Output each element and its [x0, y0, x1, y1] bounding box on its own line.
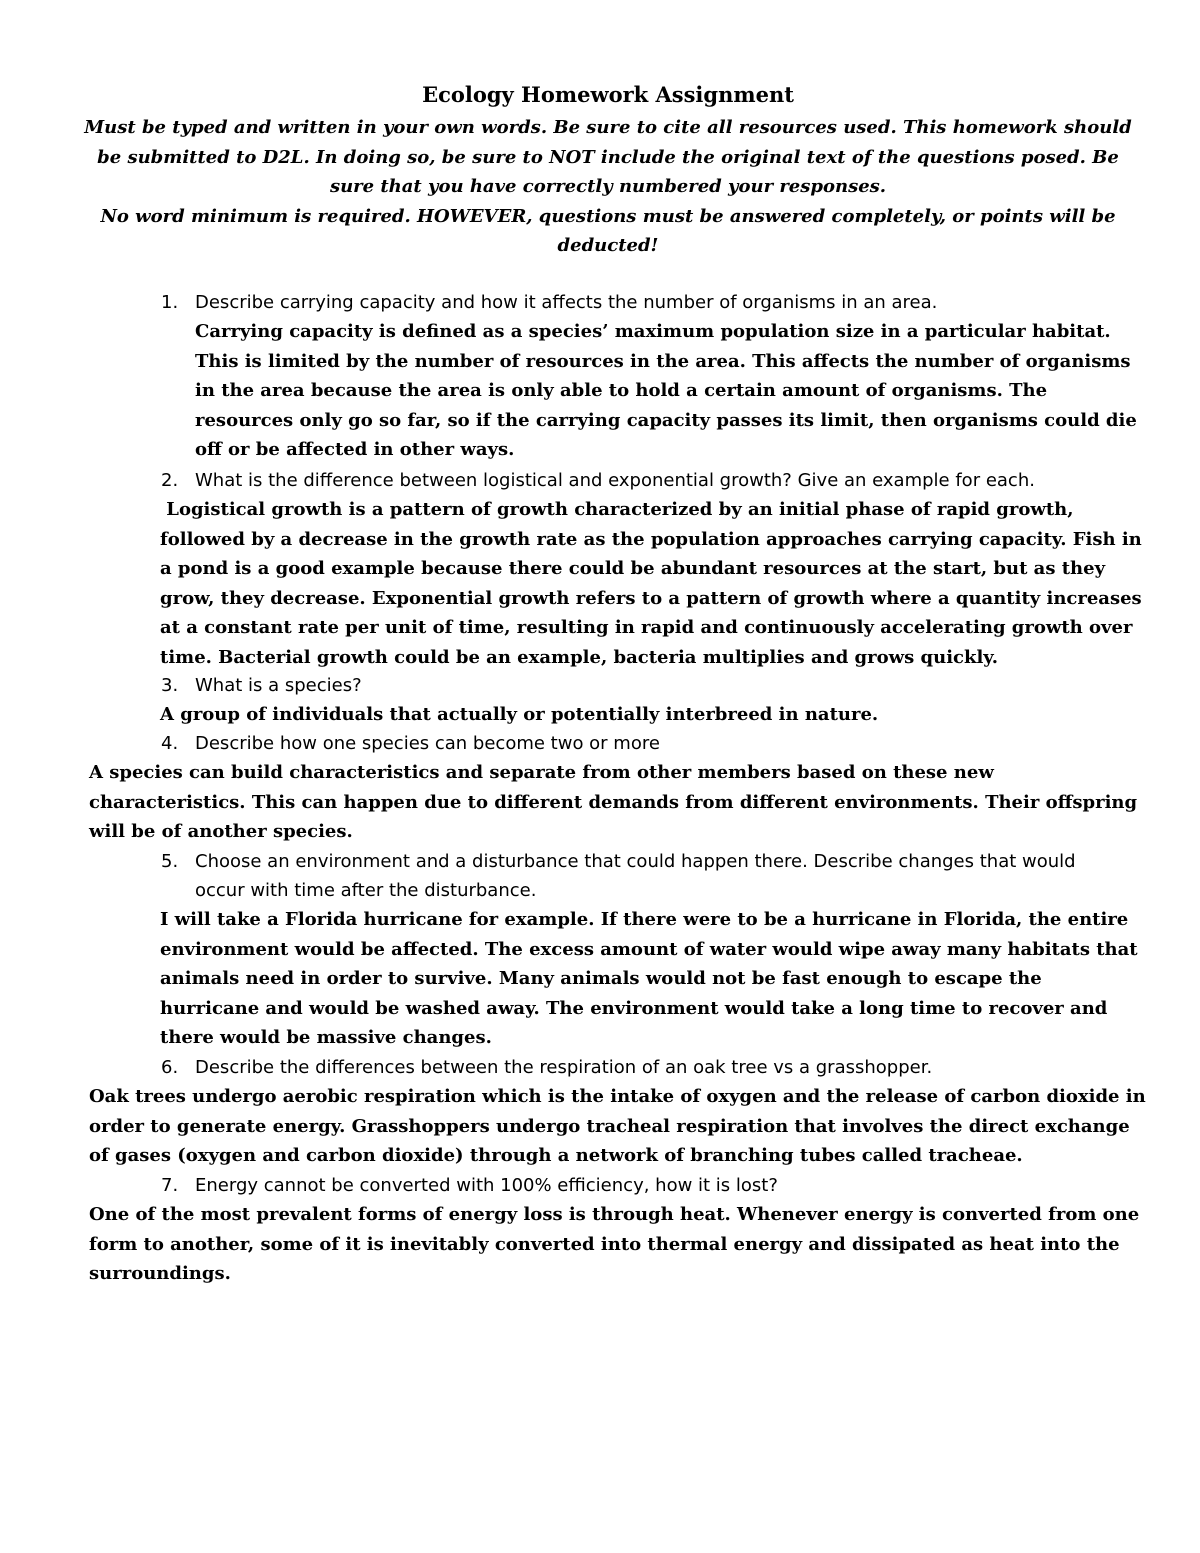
answer-5: I will take a Florida hurricane for example. If there were to be a hurricane in Florida, the entire environment would be affected. The excess amount of water would wipe away many habitats that animals need in order to survive. Many animals would not be fast enough to escape the hurricane and would be washed away. The environment would take a long time to recover and there would be massive changes.	[160, 909, 1138, 1048]
question-text: Choose an environment and a disturbance that could happen there. Describe changes that would occur with time after the disturbance.	[195, 851, 1076, 901]
question-6	[161, 1053, 1161, 1082]
question-number: 3.	[161, 675, 179, 696]
question-number: 7.	[161, 1175, 179, 1196]
question-text: Describe the differences between the respiration of an oak tree vs a grasshopper.	[195, 1057, 933, 1078]
question-number: 5.	[161, 851, 179, 872]
answer-4: A species can build characteristics and separate from other members based on these new characteristics. This can happen due to different demands from different environments. Their offspring will be of another species.	[89, 762, 1138, 842]
instructions-paragraph: No word minimum is required. HOWEVER, questions must be answered completely, or points will be deducted!	[100, 205, 1116, 256]
question-text: What is a species?	[195, 675, 362, 696]
answer-3: A group of individuals that actually or potentially interbreed in nature.	[160, 704, 879, 725]
question-number: 6.	[161, 1057, 179, 1078]
instructions-paragraph: Must be typed and written in your own words. Be sure to cite all resources used. This homework should be submitted to D2L. In doing so, be sure to NOT include the original text of the questions posed. Be sure that you have correctly numbered your responses.	[84, 117, 1132, 197]
answer-7: One of the most prevalent forms of energy loss is through heat. Whenever energy is converted from one form to another, some of it is inevitably converted into thermal energy and dissipated as heat into the surroundings.	[89, 1204, 1140, 1284]
question-1	[161, 288, 1161, 317]
answer-2: Logistical growth is a pattern of growth characterized by an initial phase of rapid growth, followed by a decrease in the growth rate as the population approaches carrying capacity. Fish in a pond is a good example because there could be abundant resources at the start, but as they grow, they decrease. Exponential growth refers to a pattern of growth where a quantity increases at a constant rate per unit of time, resulting in rapid and continuously accelerating growth over time. Bacterial growth could be an example, bacteria multiplies and grows quickly.	[160, 499, 1149, 668]
question-text: Describe how one species can become two or more	[195, 733, 660, 754]
question-7	[161, 1171, 1161, 1200]
question-text: Describe carrying capacity and how it affects the number of organisms in an area.	[195, 292, 938, 313]
question-text: Energy cannot be converted with 100% efficiency, how it is lost?	[195, 1175, 778, 1196]
document-title: Ecology Homework Assignment	[422, 82, 794, 107]
question-4	[161, 729, 1161, 758]
question-text: What is the difference between logistical and exponential growth? Give an example for each.	[195, 470, 1035, 491]
answer-6: Oak trees undergo aerobic respiration which is the intake of oxygen and the release of carbon dioxide in order to generate energy. Grasshoppers undergo tracheal respiration that involves the direct exchange of gases (oxygen and carbon dioxide) through a network of branching tubes called tracheae.	[89, 1086, 1146, 1166]
answer-1: Carrying capacity is defined as a species’ maximum population size in a particular habitat. This is limited by the number of resources in the area. This affects the number of organisms in the area because the area is only able to hold a certain amount of organisms. The resources only go so far, so if the carrying capacity passes its limit, then organisms could die off or be affected in other ways.	[195, 321, 1137, 460]
question-3	[161, 671, 1161, 700]
question-5	[161, 847, 1161, 905]
question-2	[161, 466, 1161, 495]
question-number: 1.	[161, 292, 179, 313]
question-number: 2.	[161, 470, 179, 491]
question-number: 4.	[161, 733, 179, 754]
assignment-instructions	[80, 113, 1136, 261]
